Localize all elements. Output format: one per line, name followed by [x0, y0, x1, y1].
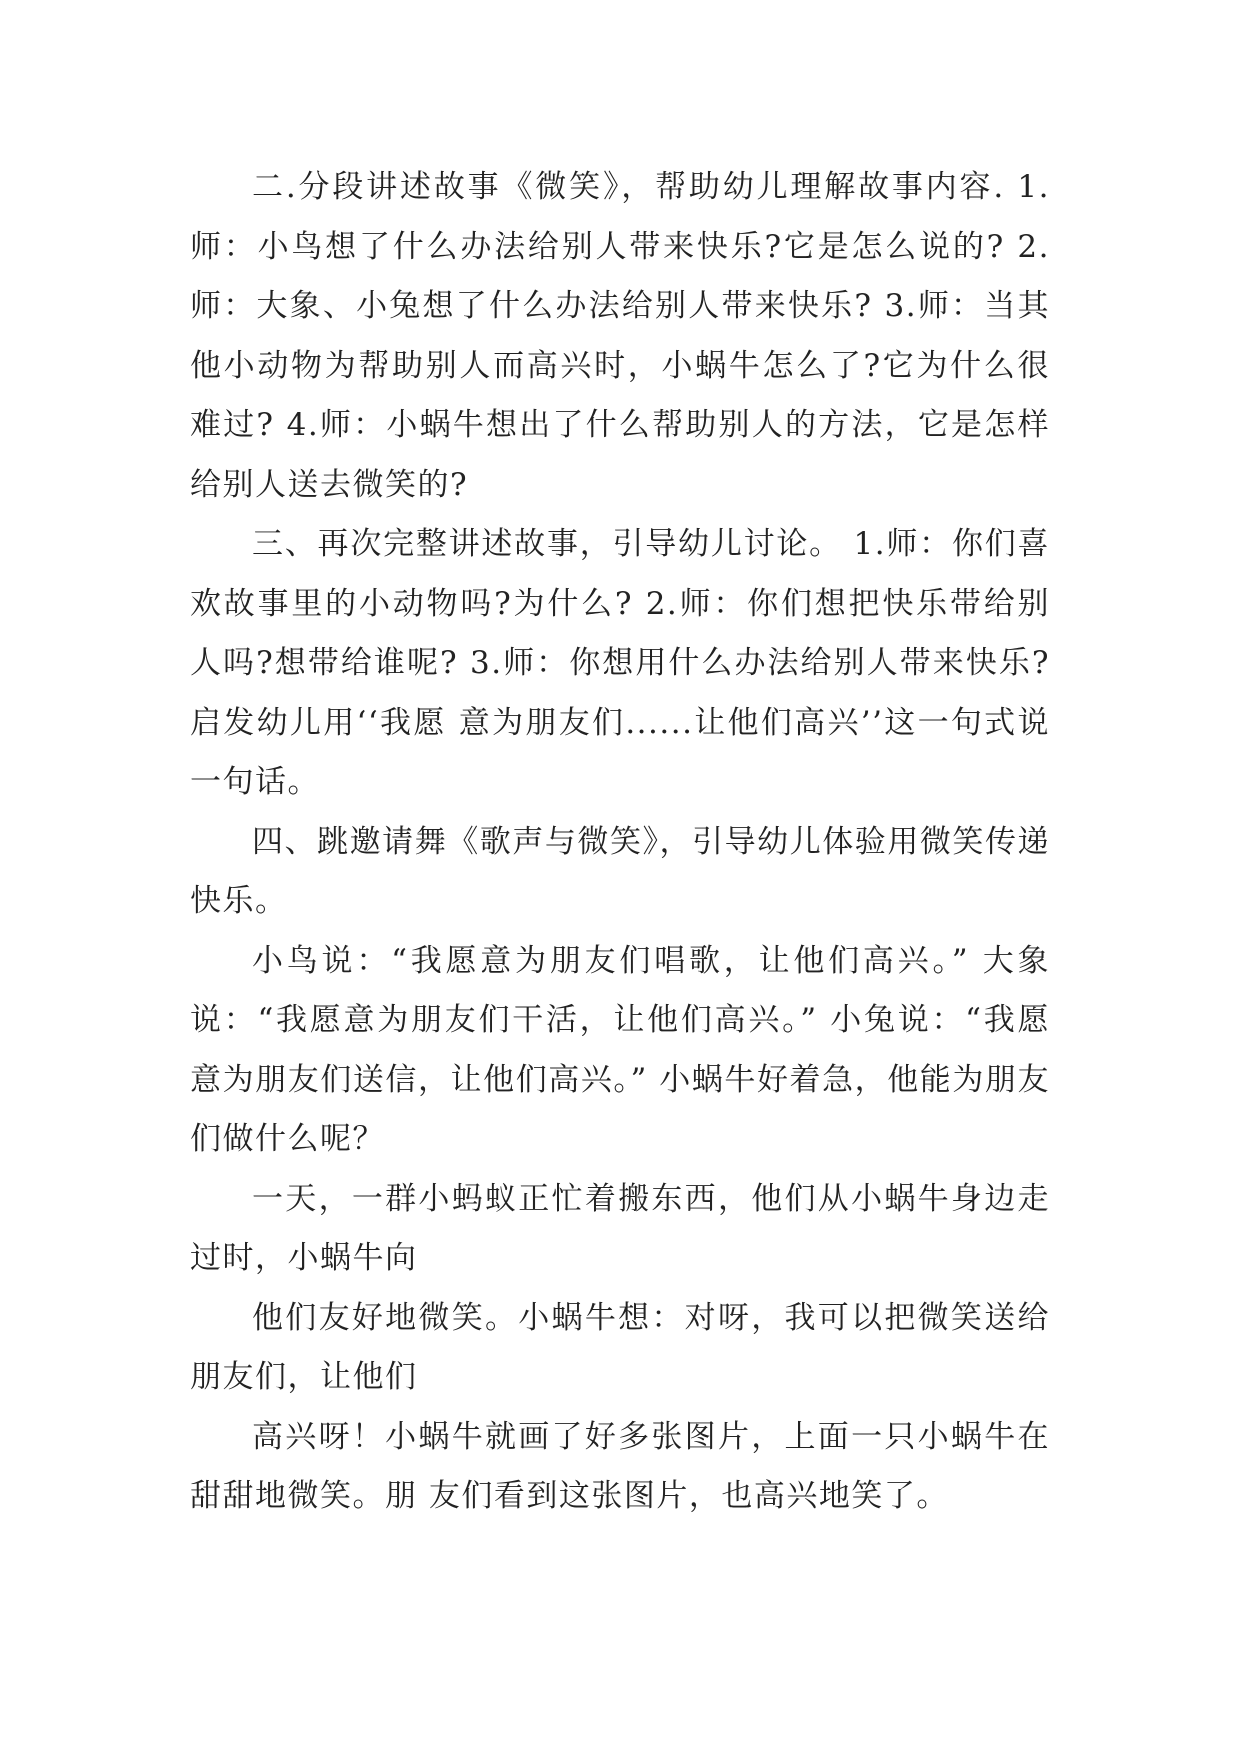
paragraph-story-segments: 二.分段讲述故事《微笑》，帮助幼儿理解故事内容. 1.师：小鸟想了什么办法给别人带来快乐?它是怎么说的? 2.师：大象、小兔想了什么办法给别人带来快乐? 3.师：当其他小动物为帮助别人而高兴时，小蜗牛怎么了?它为什么很难过? 4.师：小蜗牛想出了什么帮助别人的方法，它是怎样给别人送去微笑的? [190, 169, 1050, 503]
paragraph-retell-discussion: 三、再次完整讲述故事，引导幼儿讨论。 1.师：你们喜欢故事里的小动物吗?为什么? 2.师：你们想把快乐带给别人吗?想带给谁呢? 3.师：你想用什么办法给别人带来快乐? 启发幼儿用‘‘我愿 意为朋友们......让他们高兴’’这一句式说一句话。 [190, 526, 1062, 800]
paragraph-ants: 一天，一群小蚂蚁正忙着搬东西，他们从小蜗牛身边走过时，小蜗牛向 [190, 1180, 1050, 1276]
document-body [190, 158, 1062, 1527]
paragraph-animals-say: 小鸟说：“我愿意为朋友们唱歌，让他们高兴。” 大象说：“我愿意为朋友们干活，让他们高兴。” 小兔说：“我愿意为朋友们送信，让他们高兴。” 小蜗牛好着急，他能为朋友们做什么呢？ [190, 942, 1050, 1157]
paragraph-snail-thinks: 他们友好地微笑。小蜗牛想：对呀，我可以把微笑送给朋友们，让他们 [190, 1299, 1050, 1395]
paragraph-dance: 四、跳邀请舞《歌声与微笑》，引导幼儿体验用微笑传递快乐。 [190, 823, 1050, 919]
paragraph-snail-pictures: 高兴呀！小蜗牛就画了好多张图片，上面一只小蜗牛在甜甜地微笑。朋 友们看到这张图片，也高兴地笑了。 [190, 1418, 1050, 1514]
